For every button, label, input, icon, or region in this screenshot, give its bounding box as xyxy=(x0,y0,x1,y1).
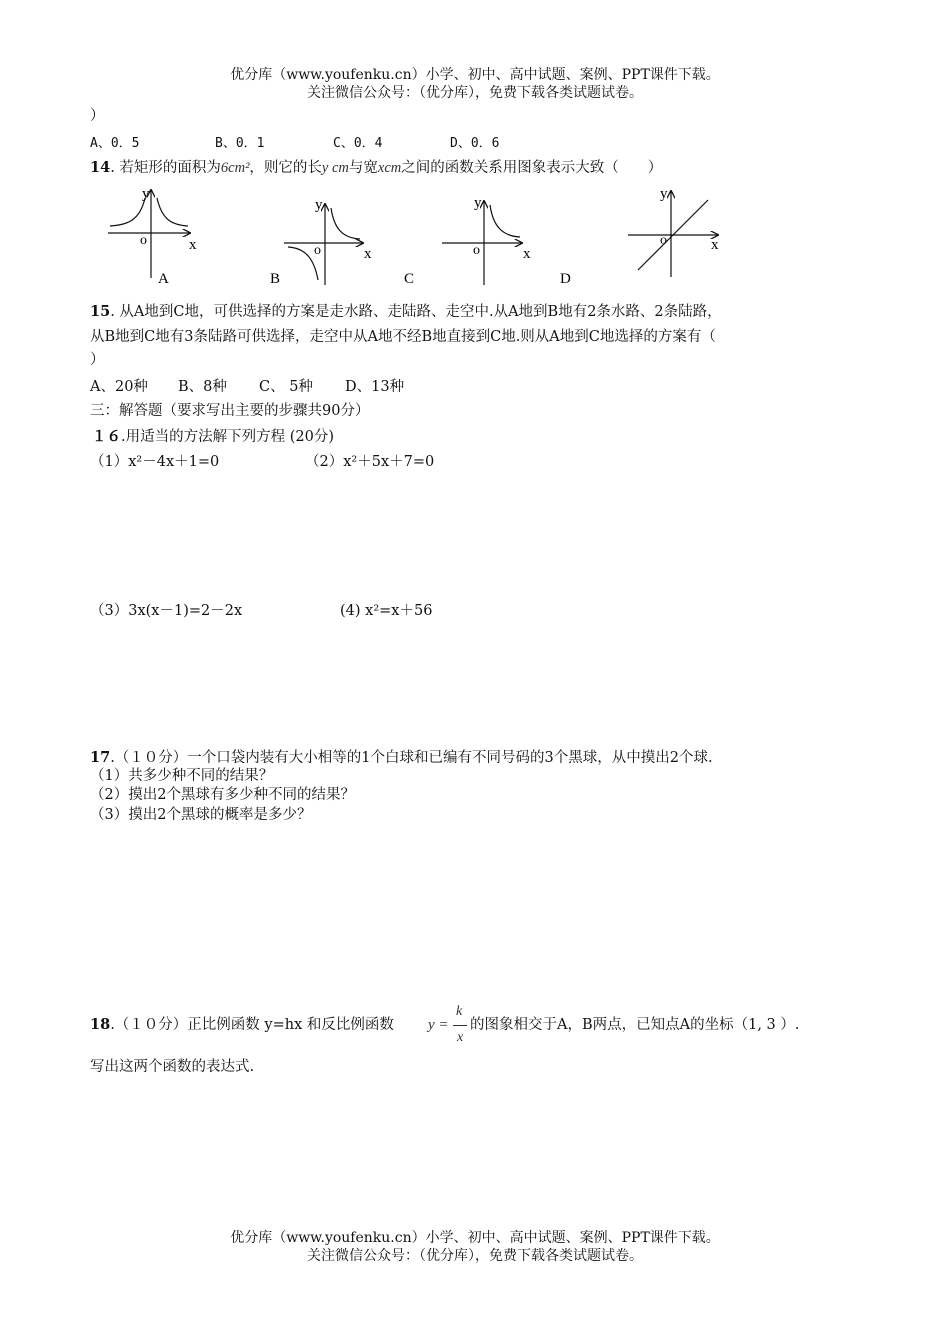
q14-text-d: 之间的函数关系用图象表示大致（ ） xyxy=(401,160,663,176)
q15-line1 xyxy=(90,302,722,322)
graph-b-origin: o xyxy=(314,243,321,258)
graph-a-curve-right xyxy=(157,198,188,226)
q17-number: 17 xyxy=(90,749,111,766)
q17-stem xyxy=(90,748,713,768)
q15-number: 15 xyxy=(90,303,111,320)
q14-var-x: xcm xyxy=(377,160,402,176)
q17-stem-text: .（１０分）一个口袋内装有大小相等的1个白球和已编有不同号码的3个黑球，从中摸出2个球. xyxy=(110,750,713,766)
graph-b-y-label: y xyxy=(315,197,323,213)
page-footer-line1: 优分库（www.youfenku.cn）小学、初中、高中试题、案例、PPT课件下载。 xyxy=(230,1230,720,1246)
graph-c-label: C xyxy=(404,271,415,287)
q17-sub1: （1）共多少种不同的结果？ xyxy=(90,768,274,784)
page-footer-line2: 关注微信公众号：（优分库），免费下载各类试题试卷。 xyxy=(307,1248,643,1264)
q15-line1-text: . 从A地到C地，可供选择的方案是走水路、走陆路、走空中.从A地到B地有2条水路、2条陆路， xyxy=(110,304,722,320)
q16-title-text: .用适当的方法解下列方程 (20分) xyxy=(121,429,334,445)
graph-d-label: D xyxy=(560,271,571,287)
q17-sub3: （3）摸出2个黑球的概率是多少？ xyxy=(90,807,312,823)
q13-option-b: B、0．1 xyxy=(215,136,265,151)
graph-a-origin: o xyxy=(140,233,147,248)
graph-d xyxy=(560,186,719,287)
q16-title xyxy=(92,427,334,447)
q14-text-a: . 若矩形的面积为 xyxy=(110,160,221,176)
graph-c-y-label: y xyxy=(474,195,482,211)
q15-option-c: C、 5种 xyxy=(259,379,313,395)
q14-area: 6cm² xyxy=(220,160,250,176)
q18-number: 18 xyxy=(90,1016,111,1033)
q18-text-a xyxy=(90,1015,394,1035)
q18-text-a-body: .（１０分）正比例函数 y=hx 和反比例函数 xyxy=(110,1017,394,1033)
q14-text-c: 与宽 xyxy=(348,160,378,176)
graph-a-curve-left xyxy=(110,198,145,226)
graph-a-x-label: x xyxy=(189,237,197,253)
q14-number: 14 xyxy=(90,159,111,176)
graph-c-curve xyxy=(490,205,520,237)
q15-option-d: D、13种 xyxy=(345,379,405,395)
graph-b-curve-upper xyxy=(331,208,360,239)
page-header-line2: 关注微信公众号：（优分库），免费下载各类试题试卷。 xyxy=(307,85,643,101)
graph-a xyxy=(108,186,197,287)
q18-frac-bar xyxy=(453,1025,467,1026)
q14-graphs xyxy=(0,0,950,300)
section3-title: 三：解答题（要求写出主要的步骤共90分） xyxy=(90,403,370,419)
q18-frac-lhs: y = xyxy=(428,1017,449,1033)
q14-text-b: ，则它的长 xyxy=(249,160,322,176)
graph-d-y-label: y xyxy=(660,186,668,202)
q18-text-b: 的图象相交于A，B两点，已知点A的坐标（1, 3 ）. xyxy=(470,1017,800,1033)
q13-option-d: D、0．6 xyxy=(450,136,500,151)
graph-c-origin: o xyxy=(473,243,480,258)
graph-d-origin: o xyxy=(660,233,667,248)
q16-eq2: （2）x²＋5x＋7=0 xyxy=(305,454,435,470)
q15-line3: ） xyxy=(90,352,105,368)
page-header-line1: 优分库（www.youfenku.cn）小学、初中、高中试题、案例、PPT课件下载。 xyxy=(230,67,720,83)
q18-frac-den: x xyxy=(457,1030,464,1045)
graph-a-y-label: y xyxy=(142,186,150,202)
graph-b-label: B xyxy=(270,271,281,287)
q15-line2: 从B地到C地有3条陆路可供选择，走空中从A地不经B地直接到C地.则从A地到C地选择的方案有（ xyxy=(90,329,716,345)
q16-number: １６ xyxy=(92,428,121,445)
graph-c xyxy=(404,195,531,287)
graph-b xyxy=(270,197,372,287)
q13-closing-paren: ） xyxy=(90,108,105,124)
graph-d-x-label: x xyxy=(711,237,719,253)
q13-option-c: C、0．4 xyxy=(333,136,383,151)
q14-var-y: y cm xyxy=(321,160,349,176)
graph-b-x-label: x xyxy=(364,246,372,262)
q17-sub2: （2）摸出2个黑球有多少种不同的结果？ xyxy=(90,787,355,803)
q15-option-a: A、20种 xyxy=(90,379,148,395)
q18-line2: 写出这两个函数的表达式. xyxy=(90,1059,255,1075)
graph-c-x-label: x xyxy=(523,246,531,262)
q16-eq3: （3）3x(x－1)=2－2x xyxy=(90,603,243,619)
q16-eq4: (4) x²=x＋56 xyxy=(340,603,433,619)
q15-option-b: B、8种 xyxy=(178,379,227,395)
q18-frac-num: k xyxy=(456,1004,463,1019)
graph-a-label: A xyxy=(158,271,169,287)
q16-eq1: （1）x²－4x＋1=0 xyxy=(90,454,220,470)
q13-option-a: A、0．5 xyxy=(90,136,140,151)
